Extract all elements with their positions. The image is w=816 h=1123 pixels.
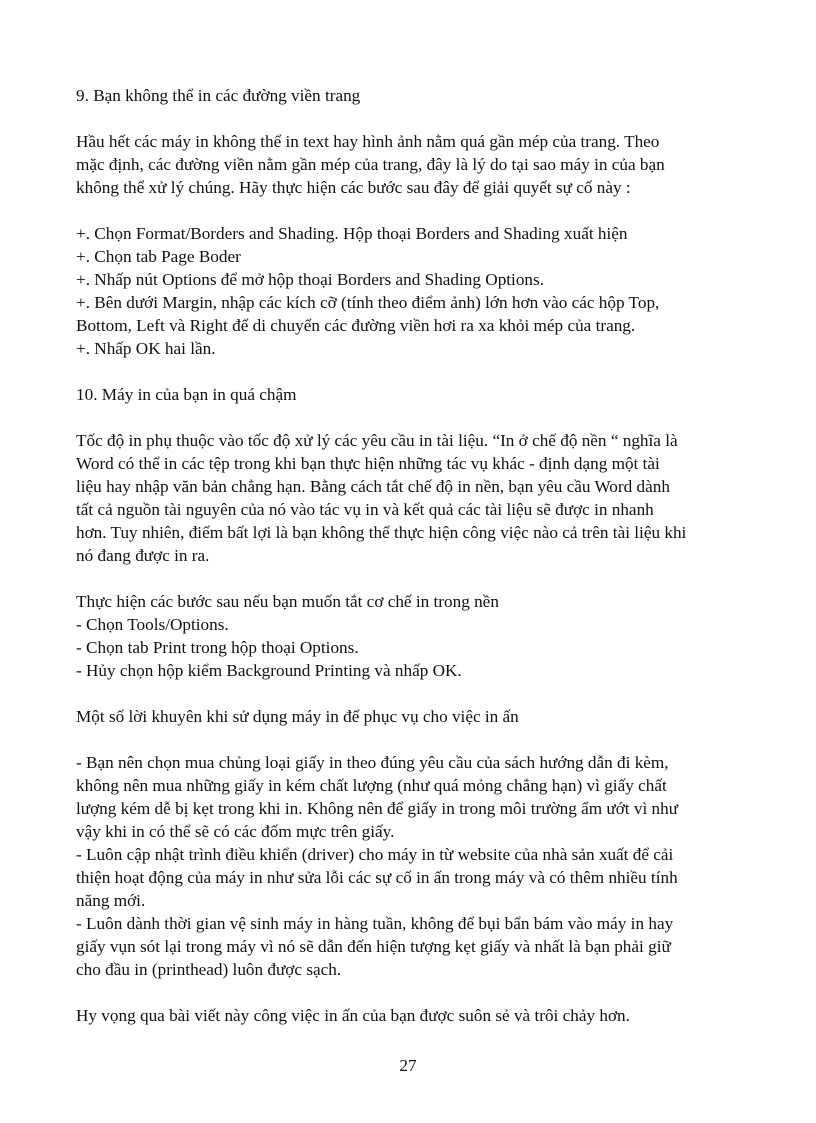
paragraph-line: tất cả nguồn tài nguyên của nó vào tác vụ in và kết quả các tài liệu sẽ được in nhanh	[76, 500, 654, 519]
spacer	[76, 199, 744, 222]
step-line: Bottom, Left và Right để di chuyển các đường viền hơi ra xa khỏi mép của trang.	[76, 316, 636, 335]
advice-line: năng mới.	[76, 891, 146, 910]
paragraph-line: nó đang được in ra.	[76, 546, 210, 565]
step-line: +. Nhấp nút Options để mở hộp thoại Borders and Shading Options.	[76, 270, 545, 289]
advice-line: - Luôn cập nhật trình điều khiển (driver) cho máy in từ website của nhà sản xuất để cải	[76, 845, 674, 864]
spacer	[76, 981, 744, 1004]
spacer	[76, 567, 744, 590]
advice-line: giấy vụn sót lại trong máy vì nó sẽ dẫn đến hiện tượng kẹt giấy và nhất là bạn phải giữ	[76, 937, 671, 956]
step-line: - Chọn tab Print trong hộp thoại Options.	[76, 638, 359, 657]
step-line: - Chọn Tools/Options.	[76, 615, 229, 634]
paragraph-line: không thể xử lý chúng. Hãy thực hiện các bước sau đây để giải quyết sự cố này :	[76, 178, 631, 197]
page-number: 27	[399, 1056, 417, 1075]
advice-list	[76, 751, 744, 981]
paragraph-line: Tốc độ in phụ thuộc vào tốc độ xử lý các yêu cầu in tài liệu. “In ở chế độ nền “ nghĩa là	[76, 431, 678, 450]
step-line: +. Bên dưới Margin, nhập các kích cỡ (tính theo điểm ảnh) lớn hơn vào các hộp Top,	[76, 293, 660, 312]
advice-line: lượng kém dễ bị kẹt trong khi in. Không nên để giấy in trong môi trường ẩm ướt vì như	[76, 799, 679, 818]
document-page	[76, 84, 744, 1027]
advice-line: - Luôn dành thời gian vệ sinh máy in hàng tuần, không để bụi bẩn bám vào máy in hay	[76, 914, 674, 933]
paragraph-line: mặc định, các đường viền nằm gần mép của trang, đây là lý do tại sao máy in của bạn	[76, 155, 665, 174]
advice-line: vậy khi in có thể sẽ có các đốm mực trên giấy.	[76, 822, 395, 841]
closing-sentence: Hy vọng qua bài viết này công việc in ấn của bạn được suôn sẻ và trôi chảy hơn.	[76, 1006, 630, 1025]
advice-line: không nên mua những giấy in kém chất lượng (như quá mỏng chẳng hạn) vì giấy chất	[76, 776, 667, 795]
section-9-paragraph	[76, 130, 744, 199]
step-line: +. Chọn Format/Borders and Shading. Hộp thoại Borders and Shading xuất hiện	[76, 224, 628, 243]
spacer	[76, 728, 744, 751]
spacer	[76, 406, 744, 429]
step-line: +. Nhấp OK hai lần.	[76, 339, 216, 358]
section-9-heading: 9. Bạn không thể in các đường viền trang	[76, 86, 361, 105]
section-10-heading: 10. Máy in của bạn in quá chậm	[76, 385, 297, 404]
paragraph-line: hơn. Tuy nhiên, điểm bất lợi là bạn không thể thực hiện công việc nào cả trên tài liệu khi	[76, 523, 687, 542]
section-10-paragraph	[76, 429, 744, 567]
paragraph-line: Word có thể in các tệp trong khi bạn thực hiện những tác vụ khác - định dạng một tài	[76, 454, 660, 473]
advice-line: thiện hoạt động của máy in như sửa lỗi các sự cố in ấn trong máy và có thêm nhiều tính	[76, 868, 678, 887]
step-line: +. Chọn tab Page Boder	[76, 247, 241, 266]
spacer	[76, 682, 744, 705]
section-10-steps	[76, 590, 744, 682]
section-9-steps	[76, 222, 744, 360]
paragraph-line: Hầu hết các máy in không thể in text hay hình ảnh nằm quá gần mép của trang. Theo	[76, 132, 660, 151]
advice-line: cho đầu in (printhead) luôn được sạch.	[76, 960, 342, 979]
spacer	[76, 107, 744, 130]
steps-intro: Thực hiện các bước sau nếu bạn muốn tắt cơ chế in trong nền	[76, 592, 499, 611]
spacer	[76, 360, 744, 383]
step-line: - Hủy chọn hộp kiểm Background Printing và nhấp OK.	[76, 661, 462, 680]
advice-line: - Bạn nên chọn mua chủng loại giấy in theo đúng yêu cầu của sách hướng dẫn đi kèm,	[76, 753, 669, 772]
advice-heading: Một số lời khuyên khi sử dụng máy in để phục vụ cho việc in ấn	[76, 707, 519, 726]
paragraph-line: liệu hay nhập văn bản chẳng hạn. Bằng cách tắt chế độ in nền, bạn yêu cầu Word dành	[76, 477, 670, 496]
